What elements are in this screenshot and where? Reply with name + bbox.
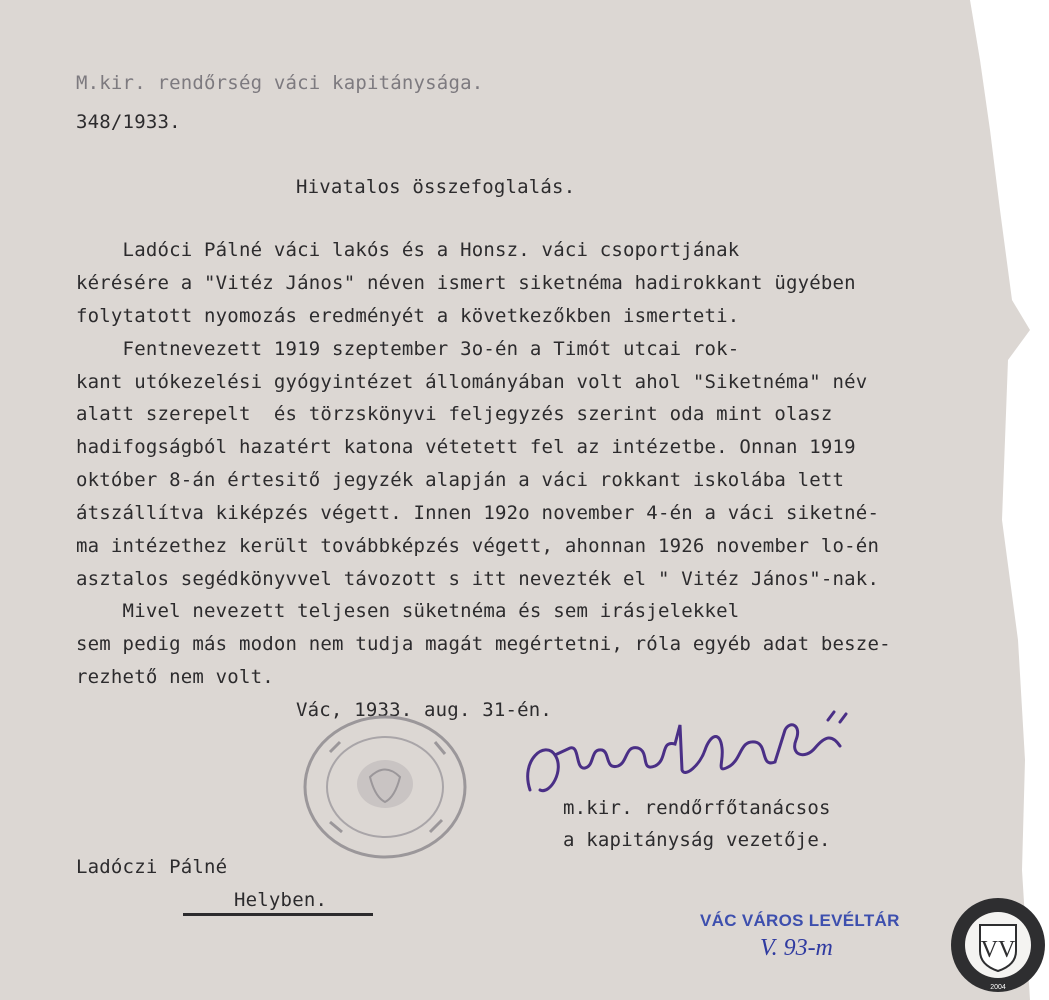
recipient-name: Ladóczi Pálné: [76, 856, 228, 878]
document-title: Hivatalos összefoglalás.: [296, 176, 576, 198]
body-line: kant utókezelési gyógyintézet állományában volt ahol "Siketnéma" név: [76, 371, 868, 393]
body-line: hadifogságból hazatért katona vétetett fel az intézetbe. Onnan 1919: [76, 436, 856, 458]
office-header: M.kir. rendőrség váci kapitánysága.: [76, 72, 484, 94]
body-line: sem pedig más modon nem tudja magát megértetni, róla egyéb adat besze-: [76, 633, 891, 655]
body-line: asztalos segédkönyvvel távozott s itt nevezték el " Vitéz János"-nak.: [76, 568, 880, 590]
body-line: október 8-án értesitő jegyzék alapján a váci rokkant iskolába lett: [76, 469, 845, 491]
body-line: alatt szerepelt és törzskönyvi feljegyzés szerint oda mint olasz: [76, 403, 833, 425]
body-line: átszállítva kiképzés végett. Innen 192o november 4-én a váci siketné-: [76, 502, 880, 524]
body-line: Mivel nevezett teljesen süketnéma és sem irásjelekkel: [76, 600, 740, 622]
recipient-underline: [183, 913, 373, 916]
body-line: folytatott nyomozás eredményét a következőkben ismerteti.: [76, 305, 740, 327]
body-line: ma intézethez került továbbképzés végett, ahonnan 1926 november lo-én: [76, 535, 880, 557]
reference-number: 348/1933.: [76, 111, 181, 133]
official-seal-stamp: [300, 712, 470, 862]
recipient-place: Helyben.: [234, 889, 328, 911]
body-line: kérésére a "Vitéz János" néven ismert siketnéma hadirokkant ügyében: [76, 272, 856, 294]
date-line: Vác, 1933. aug. 31-én.: [296, 699, 553, 721]
handwritten-signature: [510, 700, 870, 810]
archive-stamp: VÁC VÁROS LEVÉLTÁR: [700, 911, 900, 930]
signatory-title-2: a kapitányság vezetője.: [563, 829, 831, 851]
archive-shelf-mark: V. 93-m: [760, 935, 833, 961]
logo-letters: VV: [980, 937, 1016, 963]
body-line: Ladóci Pálné váci lakós és a Honsz. váci csoportjának: [76, 239, 740, 261]
signatory-title-1: m.kir. rendőrfőtanácsos: [563, 797, 831, 819]
body-line: rezhető nem volt.: [76, 666, 274, 688]
body-line: Fentnevezett 1919 szeptember 3o-én a Timót utcai rok-: [76, 338, 740, 360]
archive-logo-seal: [948, 895, 1048, 995]
logo-year: 2004: [990, 984, 1006, 991]
